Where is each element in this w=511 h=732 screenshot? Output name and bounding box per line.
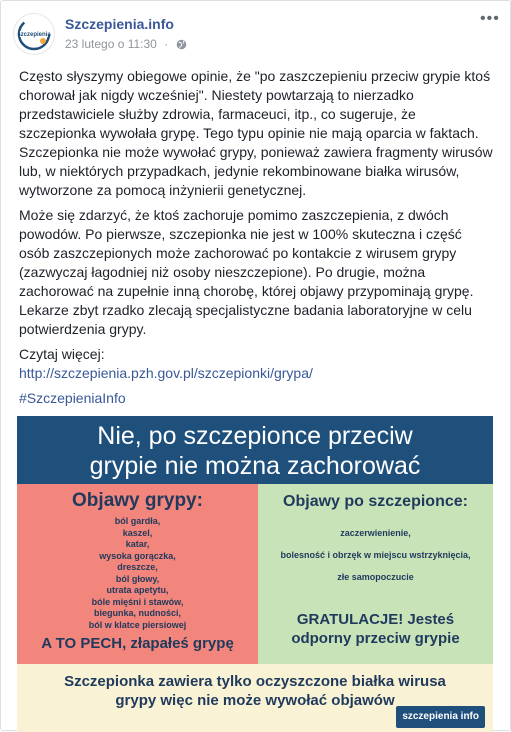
avatar-logo-icon	[14, 14, 54, 54]
list-item: utrata apetytu,	[106, 585, 169, 595]
post-header	[13, 10, 500, 55]
read-more-label: Czytaj więcej:	[19, 346, 105, 362]
congrats-line-1: GRATULACJE! Jesteś	[296, 611, 455, 628]
flu-caught-label: A TO PECH, złapałeś grypę	[41, 635, 234, 652]
graphic-title	[17, 416, 493, 484]
post-paragraph-1: Często słyszymy obiegowe opinie, że "po zaszczepieniu przeciw grypie ktoś chorował jak nigdy wcześniej". Niestety powtarzają to nierzadko przedstawiciele służby zdrowia, farmaceuci, itp., co sugeruje, że szczepionka wywołała grypę. Tego typu opinie nie mają oparcia w faktach. Szczepionka nie może wywołać grypy, ponieważ zawiera fragmenty wirusów lub, w niektórych przypadkach, jedynie rekombinowane białka wirusów, wytworzone za pomocą inżynierii genetycznej.	[19, 68, 493, 198]
page-name-link[interactable]: Szczepienia.info	[65, 16, 174, 32]
list-item: ból w klatce piersiowej	[88, 619, 187, 630]
list-item: biegunka, nudności,	[93, 608, 181, 618]
flu-symptoms-list	[17, 516, 258, 631]
vaccine-reactions-list	[258, 522, 493, 588]
graphic-footer-line-2: grypy więc nie może wywołać objawów	[115, 692, 395, 709]
list-item: złe samopoczucie	[337, 572, 414, 582]
article-link[interactable]: http://szczepienia.pzh.gov.pl/szczepionki/grypa/	[19, 365, 313, 381]
avatar-text: szczepienia	[17, 32, 51, 38]
more-options-icon[interactable]: •••	[480, 10, 500, 27]
list-item: bóle mięśni i stawów,	[91, 596, 184, 607]
graphic-footer	[17, 664, 493, 732]
post-meta	[65, 37, 187, 53]
meta-separator: ·	[164, 37, 169, 51]
flu-symptoms-panel	[17, 484, 258, 664]
graphic-title-line-2: grypie nie można zachorować	[89, 452, 421, 480]
vaccine-reactions-panel	[258, 484, 493, 664]
list-item: ból gardła,	[114, 516, 161, 526]
list-item: wysoka gorączka,	[99, 550, 176, 561]
post-timestamp[interactable]: 23 lutego o 11:30	[65, 37, 157, 51]
congrats-line-2: odporny przeciw grypie	[291, 630, 460, 647]
congrats-label	[258, 610, 493, 648]
list-item: ból głowy,	[115, 573, 160, 584]
list-item: katar,	[125, 539, 150, 549]
list-item: bolesność i obrzęk w miejscu wstrzyknięcia,	[280, 550, 471, 560]
page-avatar[interactable]	[13, 13, 55, 55]
post-paragraph-2: Może się zdarzyć, że ktoś zachoruje pomimo zaszczepienia, z dwóch powodów. Po pierwsze, szczepionka nie jest w 100% skuteczna i część osób zaszczepionych może zachorować po kontakcie z wirusem grypy (zazwyczaj łagodniej niż osoby nieszczepione). Po drugie, można zachorować na zupełnie inną chorobę, której objawy przypominają grypę. Lekarze zbyt rzadko zlecają specjalistyczne badania laboratoryjne w celu potwierdzenia grypy.	[19, 207, 474, 337]
list-item: kaszel,	[122, 527, 153, 538]
post-body	[19, 67, 495, 414]
globe-icon[interactable]	[176, 39, 187, 53]
graphic-footer-text	[17, 664, 493, 710]
post-image[interactable]	[17, 416, 493, 732]
list-item: dreszcze,	[117, 562, 158, 572]
graphic-title-line-1: Nie, po szczepionce przeciw	[97, 422, 413, 450]
brand-logo: szczepienia info	[396, 706, 485, 728]
graphic-footer-line-1: Szczepionka zawiera tylko oczyszczone białka wirusa	[64, 673, 446, 690]
flu-symptoms-heading: Objawy grypy:	[72, 490, 203, 511]
list-item: zaczerwienienie,	[340, 528, 411, 538]
hashtag-link[interactable]: #SzczepieniaInfo	[19, 390, 126, 406]
vaccine-reactions-heading: Objawy po szczepionce:	[283, 493, 468, 510]
